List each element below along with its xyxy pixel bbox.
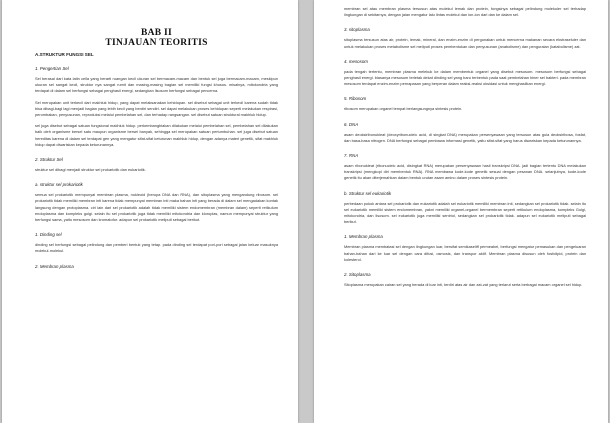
block-heading: 1. Dinding sel bbox=[35, 232, 62, 238]
paragraph: Sel merupakan unit terkecil dari makhluk hidup, yang dapat melaksanakan kehidupan. sel disebut sebagai unit terkecil karena sudah tidak bisa dibagi-bagi lagi menjadi bagian yang lebih kecil yang berdiri sendiri. sel dapat melakukan proses kehidupan seperti melakukan respirasi, perombakan, penyusunan, reproduksi melalui pembelahan sel, dan terhadap rangsangan. sel disebut satuan struktural makhluk hidup. bbox=[35, 99, 278, 118]
chapter-number: BAB II bbox=[140, 28, 173, 38]
paragraph: semua sel prokariotik mempunyai membran plasma, nukleoid (berupa DNA dan RNA), dan sitoplasma yang mengandung ribosom. sel prokariotik tidak memiliki membran inti karena tidak mempunyai membran inti maka bahan inti yang berada di dalam sel mengadakan kontak langsung dengan protoplasma. ciri lain dari sel prokariotik adalah tidak memiliki sistem endomembran (membran dalam) seperti retikulum endoplasma dan kompleks golgi. selain itu sel prokariotik juga tidak memiliki mitokondria dan kloroplas, namun mempunyai struktur yang berfungsi sama, yaitu mesosom dan kromatofor. adapun sel prokariotik meliputi sebagai berikut. bbox=[35, 192, 278, 223]
right-page-content bbox=[344, 6, 586, 288]
block-heading: 4. mesosom bbox=[344, 58, 368, 64]
paragraph: Sel berasal dari kata latin cella yang berarti ruangan kecil ukuran sel bermacam-macam dan bentuk sel juga bermacam-macam, meskipun ukuran sel sangat kecil, struktur nya sangat rumit dan masing-masing bagian sel memiliki fungsi khusus. misalnya, mitokondria yang terdapat di dalam sel berfungsi sebagai penghasil energi, sedangkan lisosom berfungsi sebagai pencerna. bbox=[35, 76, 278, 94]
paragraph: pada tengah tertentu, membran plasma melekuk ke dalam membentuk organel yang disebut mesosom. mesosom berfungsi sebagai penghasil energi. biasanya mesosom terletak dekat dinding sel yang baru terbentuk pada saat pembelahan biner sel bakteri. pada membran mesosom terdapat enzim-enzim pernapasan yang berperan dalam reaksi-reaksi oksidasi untuk menghasilkan energi. bbox=[344, 68, 586, 87]
paragraph: struktur sel dibagi menjadi struktur sel prokariotik dan eukariotik. bbox=[35, 167, 146, 173]
paragraph: sel juga disebut sebagai satuan fungsional makhluk hidup. perkembangbiakan dilakukan melalui pembelahan sel, pembelahan sel dilakukan baik oleh organisme bersel satu maupun organisme bersel banyak, sehingga sel merupakan satuan pertumbuhan. sel juga disebut satuan hereditas karena di dalam sel terdapat gen yang mengatur sifat-sifat keturunan makhluk hidup, dengan adanya materi genetik, sifat makhluk hidup dapat diwariskan kepada keturunannya. bbox=[35, 123, 278, 147]
block-heading: 2. Sitoplasma bbox=[344, 272, 371, 278]
paragraph: Membran plasma membatasi sel dengan lingkungan luar, bersifat semikaseliff permeabel, berfungsi mengatur pemasukan dan pengeluaran bahan-bahan dari ke luar sel dengan cara difusi, osmosis, dan transpor aktif. Membran plasma disusun oleh fosfolipid, protein dan kolesterol. bbox=[344, 244, 586, 262]
block-heading: 5. Ribosom bbox=[344, 96, 367, 102]
paragraph: asam ribonukleat (ribonucleic acid, disingkat RNA) merupakan persenyawaan hasil transkripsi DNA. jadi bagian tertentu DNA melakukan transkripsi (mengkopi diri membentuk RNA). RNA membawa kode-kode genetik sesuai dengan pesanan DNA. selanjutnya, kode-kode genetik itu akan diterjemahkan dalam bentuk urutan asam amino dalam proses sintesis protein. bbox=[344, 163, 586, 181]
paragraph: sitoplasma tersusun atas air, protein, lemak, mineral, dan enzim-enzim di pergunakan untuk mencerna makanan secara ekstraseluler dan untuk melakukan proses metabolisme sel meliputi proses pembentukan dan penyusunan (anabolisme) dan penguraian (katabolisme) zat. bbox=[344, 37, 586, 49]
block-heading: 1. Membran plasma bbox=[344, 234, 383, 240]
paragraph: membran sel atau membran plasma tersusun atas molekul lemak dan protein, fungsinya sebagai pelindung molekuler sel terhadap lingkungan di sekitarnya, dengan jalan mengatur lalu lintas molekul dan ion-ion dari dan ke dalam sel. bbox=[344, 6, 586, 18]
block-heading: 2. Struktur Sel bbox=[35, 157, 63, 163]
block-heading: 1. Pengertian Sel bbox=[35, 66, 69, 71]
right-page bbox=[314, 0, 608, 423]
block-heading: a. struktur sel prokariotik bbox=[35, 182, 83, 188]
block-heading: 2. Membran plasma bbox=[35, 263, 74, 269]
paragraph: perbedaan pokok antara sel prokariotik dan eukariotik adalah sel eukariotik memiliki membran inti, sedangkan sel prokariotik tidak. selain itu sel eukariotik memiliki sistem endomembran, yakni memiliki organel-organel bermembran seperti retikulum endoplasma, kompleks Golgi, mitokondria, dan lisosom. sel eukariotik juga memiliki sentriol, sedangkan sel prokariotik tidak. adapun sel eukariotik meliputi sebagai berikut. bbox=[344, 200, 586, 225]
section-heading: A.STRUKTUR FUNGSI SEL bbox=[35, 52, 94, 57]
paragraph: Sitoplasma merupakan cairan sel yang berada di luar inti, terdiri atas air dan zat-zat yang terlarut serta berbagai macam organel sel hidup. bbox=[344, 282, 583, 288]
block-heading: 3. sitoplasma bbox=[344, 27, 370, 33]
block-heading: b. Struktur sel eukariotik bbox=[344, 190, 392, 196]
paragraph: asam deoksiribonukleat (deoxyribonucleic acid, di singkat DNA) merupakan persenyawaan yang tersusun atas gula deoksiribosa, fosfat, dan basa-basa nitrogen. DNA berfungsi sebagai pembawa informasi genetik, yaitu sifat-sifat yang harus diwariskan kepada keturunannya. bbox=[344, 131, 586, 143]
paragraph: dinding sel berfungsi sebagai pelindung dan pemberi bentuk yang tetap. pada dinding sel terdapat pori-pori sebagai jalan keluar masuknya molekul-molekul. bbox=[35, 242, 278, 254]
left-page bbox=[2, 0, 298, 423]
chapter-title: TINJAUAN TEORITIS bbox=[105, 38, 208, 48]
block-heading: 7. RNA bbox=[344, 153, 359, 159]
paragraph: ribosom merupakan organel tempat berlangsungnya sintesis protein. bbox=[344, 106, 463, 112]
block-heading: 6. DNA bbox=[344, 121, 359, 127]
left-page-content bbox=[35, 0, 278, 269]
